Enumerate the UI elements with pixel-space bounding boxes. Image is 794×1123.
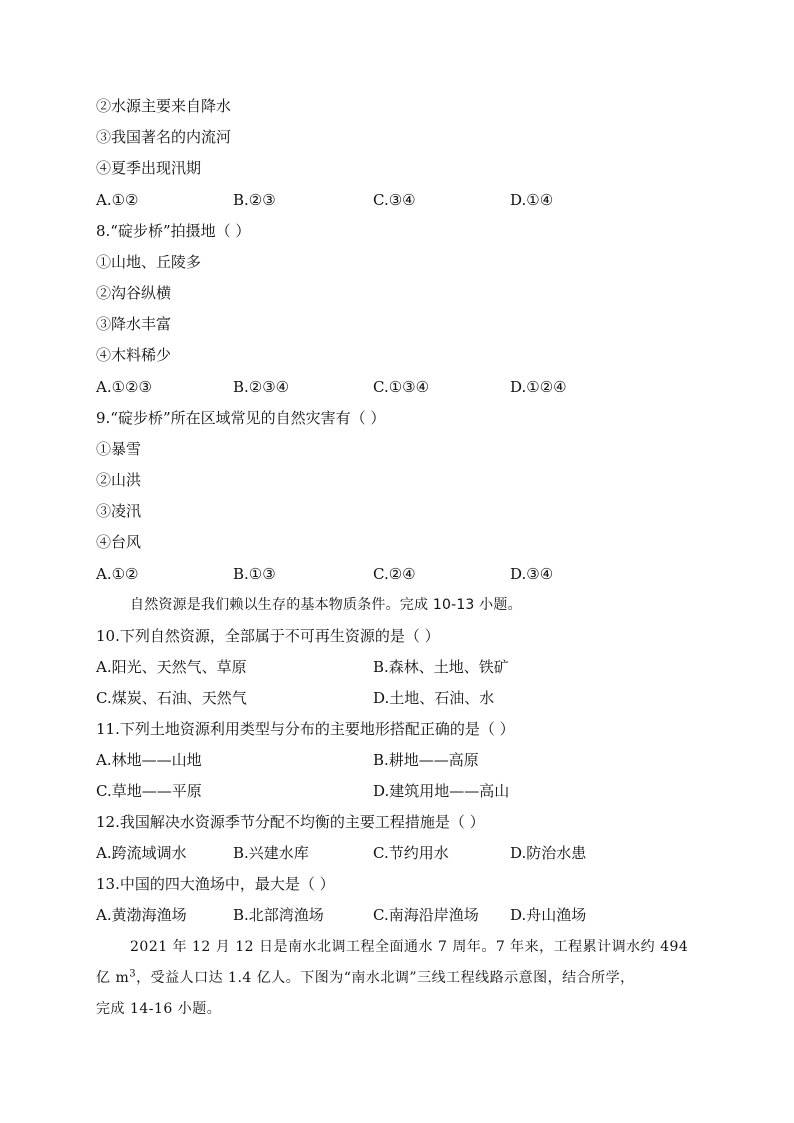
q8-options (96, 377, 716, 397)
q10-option-d: D.土地、石油、水 (373, 689, 495, 707)
q7-option-d: D.①④ (510, 191, 554, 209)
q11-option-a: A.林地——山地 (96, 751, 202, 769)
q8-option-c: C.①③④ (373, 378, 430, 396)
passage-line-3: 完成 14-16 小题。 (96, 1001, 222, 1017)
q9-statement-2: ②山洪 (96, 471, 142, 489)
q9-statement-3: ③凌汛 (96, 502, 142, 520)
q8-statement-2: ②沟谷纵横 (96, 284, 172, 302)
q11-options-row1 (96, 750, 716, 770)
passage-line-2 (96, 968, 635, 988)
q11-option-b: B.耕地——高原 (373, 751, 479, 769)
q9-option-d: D.③④ (510, 565, 554, 583)
q11-stem: 11.下列土地资源利用类型与分布的主要地形搭配正确的是（ ） (96, 720, 515, 738)
q8-statement-1: ①山地、丘陵多 (96, 253, 202, 271)
passage-line-2-rest: ，受益人口达 1.4 亿人。下图为“南水北调”三线工程线路示意图，结合所学， (136, 970, 635, 986)
q7-options (96, 190, 716, 210)
q12-stem: 12.我国解决水资源季节分配不均衡的主要工程措施是（ ） (96, 813, 485, 831)
q8-stem: 8.“碇步桥”拍摄地（ ） (96, 222, 251, 240)
q11-option-d: D.建筑用地——高山 (373, 782, 510, 800)
q12-option-d: D.防治水患 (510, 844, 587, 862)
q9-option-c: C.②④ (373, 565, 416, 583)
q8-option-a: A.①②③ (96, 378, 152, 396)
q7-option-c: C.③④ (373, 191, 416, 209)
q13-stem: 13.中国的四大渔场中，最大是（ ） (96, 875, 335, 893)
q7-option-a: A.①② (96, 191, 139, 209)
q8-option-b: B.②③④ (233, 378, 290, 396)
q9-statement-4: ④台风 (96, 533, 142, 551)
q8-option-d: D.①②④ (510, 378, 567, 396)
q10-option-c: C.煤炭、石油、天然气 (96, 689, 247, 707)
passage-unit: 亿 m (96, 970, 130, 986)
q12-option-c: C.节约用水 (373, 844, 449, 862)
q9-options (96, 564, 716, 584)
q8-statement-3: ③降水丰富 (96, 315, 172, 333)
q13-option-d: D.舟山渔场 (510, 906, 587, 924)
q10-options-row1 (96, 657, 716, 677)
q12-option-b: B.兴建水库 (233, 844, 309, 862)
q12-option-a: A.跨流域调水 (96, 844, 187, 862)
passage-line-1: 2021 年 12 月 12 日是南水北调工程全面通水 7 周年。7 年来，工程累计调水约 494 (130, 939, 689, 955)
q10-option-a: A.阳光、天然气、草原 (96, 658, 247, 676)
q8-statement-4: ④木料稀少 (96, 346, 172, 364)
q9-stem: 9.“碇步桥”所在区域常见的自然灾害有（ ） (96, 409, 386, 427)
q9-statement-1: ①暴雪 (96, 440, 142, 458)
q7-statement-2: ②水源主要来自降水 (96, 97, 232, 115)
q11-option-c: C.草地——平原 (96, 782, 202, 800)
q9-option-a: A.①② (96, 565, 139, 583)
q7-statement-3: ③我国著名的内流河 (96, 128, 232, 146)
q10-stem: 10.下列自然资源，全部属于不可再生资源的是（ ） (96, 627, 440, 645)
intro-10-13: 自然资源是我们赖以生存的基本物质条件。完成 10-13 小题。 (130, 597, 522, 613)
q7-statement-4: ④夏季出现汛期 (96, 159, 202, 177)
q7-option-b: B.②③ (233, 191, 276, 209)
q13-option-a: A.黄渤海渔场 (96, 906, 187, 924)
q13-option-c: C.南海沿岸渔场 (373, 906, 479, 924)
q11-options-row2 (96, 781, 716, 801)
q9-option-b: B.①③ (233, 565, 276, 583)
q13-option-b: B.北部湾渔场 (233, 906, 324, 924)
passage-unit-exponent: 3 (129, 968, 137, 980)
q10-option-b: B.森林、土地、铁矿 (373, 658, 509, 676)
q13-options (96, 905, 716, 925)
q12-options (96, 843, 716, 863)
q10-options-row2 (96, 688, 716, 708)
